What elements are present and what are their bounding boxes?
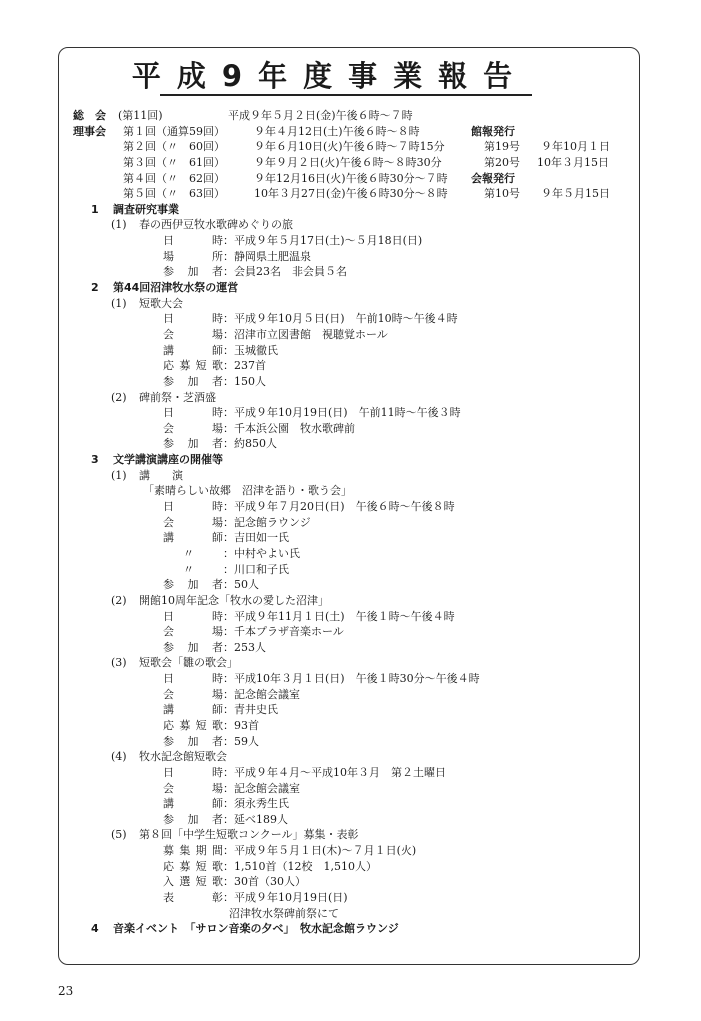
rijikai-date: ９年12月16日(火)午後６時30分〜７時: [254, 171, 448, 185]
detail-row: [73, 249, 633, 265]
kaiho-date: ９年５月15日: [541, 187, 610, 201]
detail-value: ：平成９年７月20日(日) 午後６時〜午後８時: [223, 500, 455, 514]
kaiho-issue: 第10号: [484, 187, 520, 201]
detail-row: [73, 796, 633, 812]
item-title: 開館10周年記念「牧水の愛した沼津」: [139, 593, 329, 607]
detail-value: ：平成９年５月17日(土)〜５月18日(日): [223, 234, 423, 248]
detail-row: [73, 311, 633, 327]
detail-row: [73, 546, 633, 562]
detail-row: [73, 874, 633, 890]
detail-key: 日時: [163, 406, 223, 420]
item-number: (1): [111, 218, 127, 232]
page-number: 23: [58, 984, 74, 998]
detail-key: 講師: [163, 531, 223, 545]
detail-key: 講師: [163, 703, 223, 717]
detail-row: [73, 609, 633, 625]
item-heading: [73, 296, 633, 312]
item-number: (1): [111, 468, 127, 482]
detail-value: ：須永秀生氏: [223, 797, 289, 811]
kaiho-heading: 会報発行: [471, 171, 515, 185]
detail-key: 参加者: [163, 374, 223, 388]
detail-row: [73, 358, 633, 374]
detail-value: ：30首（30人）: [223, 875, 306, 889]
item-heading: [73, 593, 633, 609]
detail-key: 会場: [163, 515, 223, 529]
detail-value: ：平成９年11月１日(土) 午後１時〜午後４時: [223, 609, 455, 623]
kanpo-issue: 第19号: [484, 140, 520, 154]
detail-value: ：沼津市立図書館 視聴覚ホール: [223, 327, 388, 341]
detail-value: ：会員23名 非会員５名: [223, 265, 347, 279]
rijikai-number: 第１回（通算59回）: [123, 124, 225, 138]
detail-row: [73, 765, 633, 781]
item-heading: [73, 468, 633, 484]
soukai-label: 総 会: [73, 109, 106, 122]
item-title: 講 演: [139, 468, 183, 482]
detail-value: ：50人: [223, 578, 259, 592]
item-title: 第８回「中学生短歌コンクール」募集・表彰: [139, 828, 359, 842]
detail-key: 募集期間: [163, 844, 223, 858]
item-subtitle: [73, 483, 633, 499]
detail-key: 会場: [163, 687, 223, 701]
detail-key: 会場: [163, 781, 223, 795]
kanpo-date: 10年３月15日: [537, 155, 609, 169]
detail-key: 会場: [163, 625, 223, 639]
section-number: 3: [91, 453, 99, 467]
section-heading: [73, 452, 633, 468]
item-title: 短歌会「雛の歌会」: [139, 656, 238, 670]
detail-key: 日時: [163, 765, 223, 779]
item-number: (2): [111, 390, 127, 404]
detail-value: ：平成９年10月19日(日): [223, 891, 348, 905]
detail-row: [73, 671, 633, 687]
detail-row: [73, 421, 633, 437]
detail-row: [73, 562, 633, 578]
detail-value: ：253人: [223, 640, 266, 654]
ditto-mark: 〃: [183, 546, 194, 560]
detail-row: [73, 327, 633, 343]
soukai-date: 平成９年５月２日(金)午後６時〜７時: [228, 109, 413, 122]
item-heading: [73, 749, 633, 765]
item-number: (5): [111, 828, 127, 842]
section-title: 第44回沼津牧水祭の運営: [113, 281, 239, 295]
detail-row: [73, 812, 633, 828]
detail-value: ：150人: [223, 374, 266, 388]
meeting-row-rijikai: [73, 171, 633, 187]
detail-value: ：約850人: [223, 437, 277, 451]
detail-key: 参加者: [163, 437, 223, 451]
ditto-mark: 〃: [183, 562, 194, 576]
rijikai-date: ９年４月12日(土)午後６時〜８時: [254, 124, 420, 138]
detail-key: 参加者: [163, 734, 223, 748]
title-underline: [160, 94, 532, 96]
kanpo-issue: 第20号: [484, 155, 520, 169]
meeting-row-rijikai: [73, 124, 633, 140]
award-note: 沼津牧水祭碑前祭にて: [229, 906, 339, 920]
section-heading: [73, 280, 633, 296]
detail-row: [73, 343, 633, 359]
detail-value: ：93首: [223, 718, 259, 732]
detail-row: [73, 405, 633, 421]
detail-key: 日時: [163, 672, 223, 686]
detail-value: ：千本プラザ音楽ホール: [223, 625, 344, 639]
rijikai-number: 第２回（〃 60回）: [123, 140, 225, 154]
detail-key: 応募短歌: [163, 718, 223, 732]
report-body: [73, 108, 633, 937]
item-heading: [73, 655, 633, 671]
section-number: 1: [91, 202, 99, 216]
detail-value: ：青井史氏: [223, 703, 278, 717]
detail-row: [73, 843, 633, 859]
meeting-row-rijikai: [73, 139, 633, 155]
rijikai-date: ９年６月10日(火)午後６時〜７時15分: [254, 140, 445, 154]
item-heading: [73, 390, 633, 406]
detail-row: [73, 624, 633, 640]
detail-key: 講師: [163, 343, 223, 357]
detail-note: [73, 906, 633, 922]
detail-key: 応募短歌: [163, 859, 223, 873]
item-title: 春の西伊豆牧水歌碑めぐりの旅: [139, 218, 293, 232]
detail-row: [73, 734, 633, 750]
detail-value: ：平成９年５月１日(木)〜７月１日(火): [223, 844, 417, 858]
detail-key: 入選短歌: [163, 875, 223, 889]
item-number: (1): [111, 296, 127, 310]
detail-key: 日時: [163, 500, 223, 514]
item-number: (2): [111, 593, 127, 607]
detail-value: ：1,510首（12校 1,510人）: [223, 859, 377, 873]
item-heading: [73, 217, 633, 233]
detail-value: ：記念館会議室: [223, 687, 300, 701]
item-number: (4): [111, 750, 127, 764]
detail-row: [73, 515, 633, 531]
detail-row: [73, 577, 633, 593]
soukai-number: (第11回): [118, 109, 163, 122]
detail-row: [73, 890, 633, 906]
section-number: 2: [91, 281, 99, 295]
detail-row: [73, 640, 633, 656]
page-title: 平成9年度事業報告: [131, 59, 529, 93]
section-title: 調査研究事業: [113, 202, 179, 216]
detail-value: ：玉城徹氏: [223, 343, 278, 357]
section-title: 音楽イベント 「サロン音楽の夕べ」 牧水記念館ラウンジ: [113, 922, 399, 936]
section-heading: [73, 202, 633, 218]
detail-row: [73, 530, 633, 546]
detail-row: [73, 374, 633, 390]
meeting-row-rijikai: [73, 186, 633, 202]
detail-key: 応募短歌: [163, 359, 223, 373]
detail-value: ：平成９年４月〜平成10年３月 第２土曜日: [223, 765, 446, 779]
item-title: 碑前祭・芝酒盛: [139, 390, 216, 404]
detail-value: ：記念館ラウンジ: [223, 515, 311, 529]
detail-row: [73, 499, 633, 515]
detail-row: [73, 859, 633, 875]
detail-value: ：静岡県土肥温泉: [223, 249, 311, 263]
detail-row: [73, 436, 633, 452]
lecture-title: 「素晴らしい故郷 沼津を語り・歌う会」: [143, 484, 352, 498]
detail-key: 参加者: [163, 265, 223, 279]
kanpo-heading: 館報発行: [471, 124, 515, 138]
detail-key: 日時: [163, 609, 223, 623]
kanpo-date: ９年10月１日: [541, 140, 610, 154]
detail-key: 参加者: [163, 578, 223, 592]
detail-key: 参加者: [163, 640, 223, 654]
rijikai-number: 第５回（〃 63回）: [123, 187, 225, 201]
meeting-row-soukai: [73, 108, 633, 124]
detail-row: [73, 687, 633, 703]
detail-value: ：237首: [223, 359, 266, 373]
rijikai-number: 第３回（〃 61回）: [123, 155, 225, 169]
detail-value: ：平成９年10月５日(日) 午前10時〜午後４時: [223, 312, 458, 326]
item-title: 牧水記念館短歌会: [139, 750, 227, 764]
detail-value: ：延べ189人: [223, 812, 288, 826]
rijikai-date: 10年３月27日(金)午後６時30分〜８時: [254, 187, 448, 201]
detail-key: 会場: [163, 327, 223, 341]
detail-value: ：川口和子氏: [223, 562, 289, 576]
section-title: 文学講演講座の開催等: [113, 453, 223, 467]
section-heading: [73, 921, 633, 937]
detail-value: ：吉田如一氏: [223, 531, 289, 545]
detail-value: ：平成９年10月19日(日) 午前11時〜午後３時: [223, 406, 461, 420]
detail-key: 表彰: [163, 891, 223, 905]
meeting-row-rijikai: [73, 155, 633, 171]
item-number: (3): [111, 656, 127, 670]
detail-value: ：千本浜公園 牧水歌碑前: [223, 421, 355, 435]
rijikai-number: 第４回（〃 62回）: [123, 171, 225, 185]
detail-value: ：59人: [223, 734, 259, 748]
section-number: 4: [91, 922, 99, 936]
detail-key: 参加者: [163, 812, 223, 826]
detail-row: [73, 702, 633, 718]
detail-row: [73, 718, 633, 734]
detail-row: [73, 233, 633, 249]
detail-key: 講師: [163, 797, 223, 811]
detail-value: ：平成10年３月１日(日) 午後１時30分〜午後４時: [223, 672, 480, 686]
detail-key: 日時: [163, 234, 223, 248]
item-title: 短歌大会: [139, 296, 183, 310]
detail-value: ：記念館会議室: [223, 781, 300, 795]
detail-key: 会場: [163, 421, 223, 435]
detail-row: [73, 264, 633, 280]
detail-key: 日時: [163, 312, 223, 326]
detail-row: [73, 781, 633, 797]
detail-value: ：中村やよい氏: [223, 546, 300, 560]
item-heading: [73, 827, 633, 843]
detail-key: 場所: [163, 249, 223, 263]
rijikai-label: 理事会: [73, 124, 106, 138]
rijikai-date: ９年９月２日(火)午後６時〜８時30分: [254, 155, 442, 169]
